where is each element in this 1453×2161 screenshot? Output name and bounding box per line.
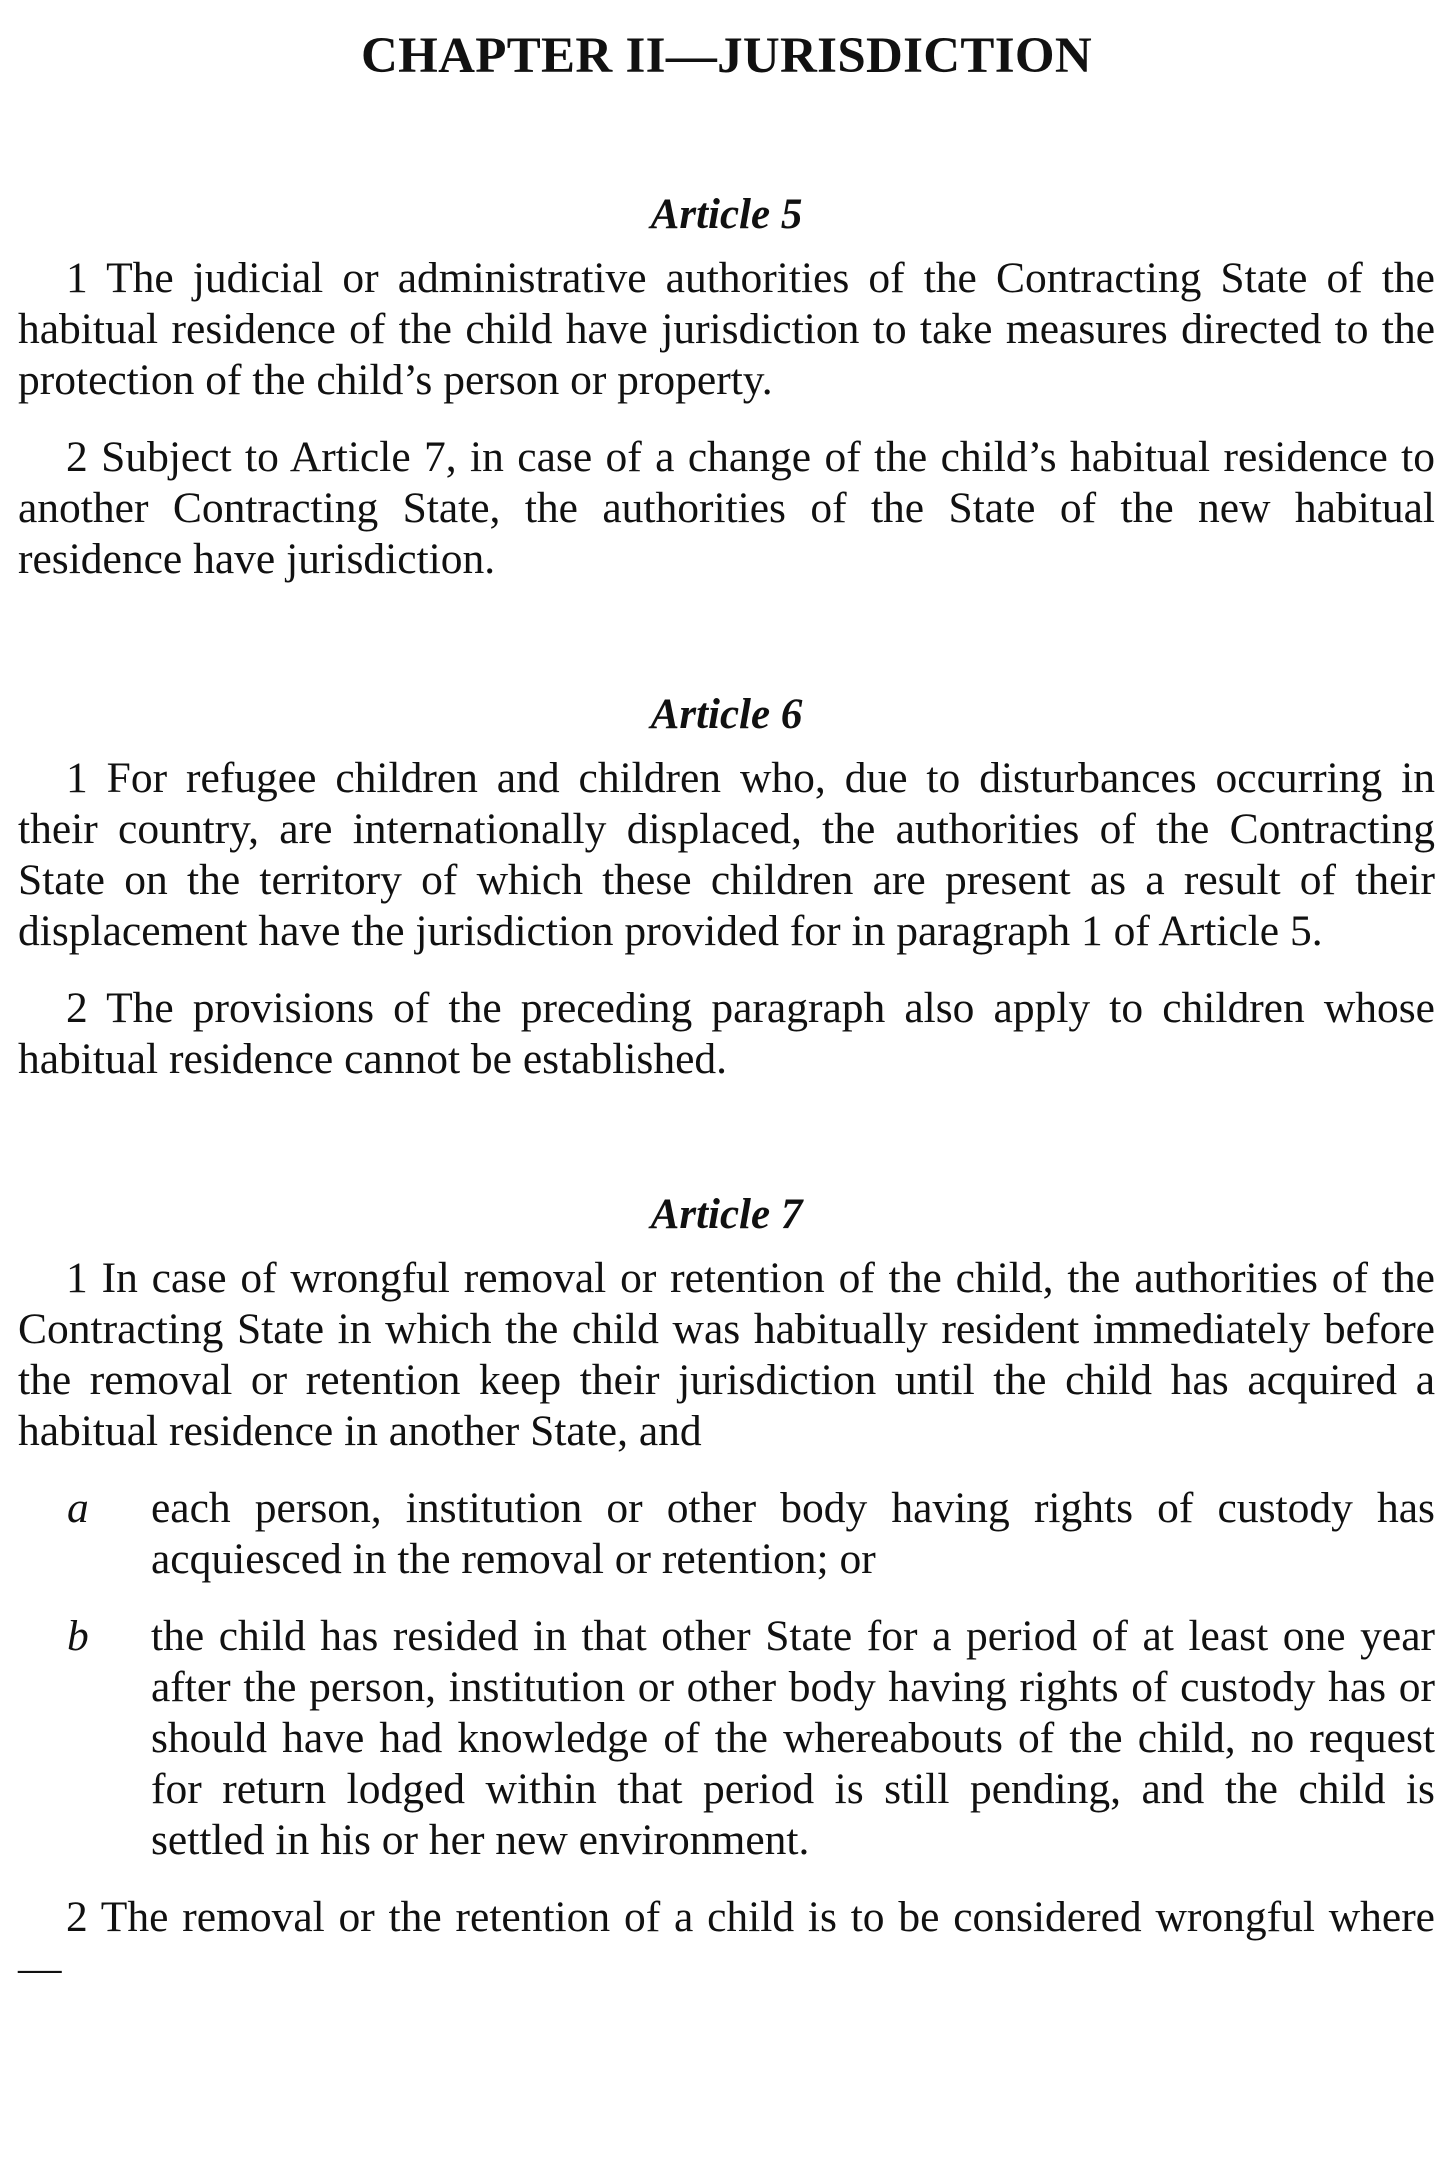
article-5 (18, 185, 1435, 585)
subparagraph-b (18, 1611, 1435, 1866)
subparagraph-letter: a (67, 1484, 89, 1532)
subparagraph-text: each person, institution or other body having rights of custody has acquiesced in the removal or retention; or (151, 1484, 1435, 1583)
article-paragraph: 2 Subject to Article 7, in case of a change of the child’s habitual residence to another Contracting State, the authorities of the State of the new habitual residence have jurisdiction. (18, 433, 1435, 583)
article-paragraph: 2 The removal or the retention of a child is to be considered wrongful where— (18, 1893, 1435, 1992)
subparagraph-letter: b (67, 1612, 89, 1660)
article-heading: Article 5 (650, 191, 803, 238)
article-heading: Article 6 (650, 691, 803, 738)
article-paragraph: 1 In case of wrongful removal or retention of the child, the authorities of the Contracting State in which the child was habitually resident immediately before the removal or retention keep their jurisdiction until the child has acquired a habitual residence in another State, and (18, 1254, 1435, 1455)
article-paragraph: 2 The provisions of the preceding paragraph also apply to children whose habitual residence cannot be established. (18, 984, 1435, 1083)
article-paragraph: 1 For refugee children and children who, due to disturbances occurring in their country, are internationally displaced, the authorities of the Contracting State on the territory of which these children are present as a result of their displacement have the jurisdiction provided for in paragraph 1 of Article 5. (18, 754, 1435, 955)
chapter-title: CHAPTER II—JURISDICTION (361, 28, 1092, 84)
subparagraph-a (18, 1483, 1435, 1585)
article-paragraph: 1 The judicial or administrative authorities of the Contracting State of the habitual residence of the child have jurisdiction to take measures directed to the protection of the child’s person or property. (18, 254, 1435, 404)
article-7 (18, 1185, 1435, 1994)
article-heading: Article 7 (650, 1191, 803, 1238)
subparagraph-text: the child has resided in that other State for a period of at least one year after the person, institution or other body having rights of custody has or should have had knowledge of the whereabouts of the child, no request for return lodged within that period is still pending, and the child is settled in his or her new environment. (151, 1612, 1435, 1864)
article-6 (18, 685, 1435, 1085)
